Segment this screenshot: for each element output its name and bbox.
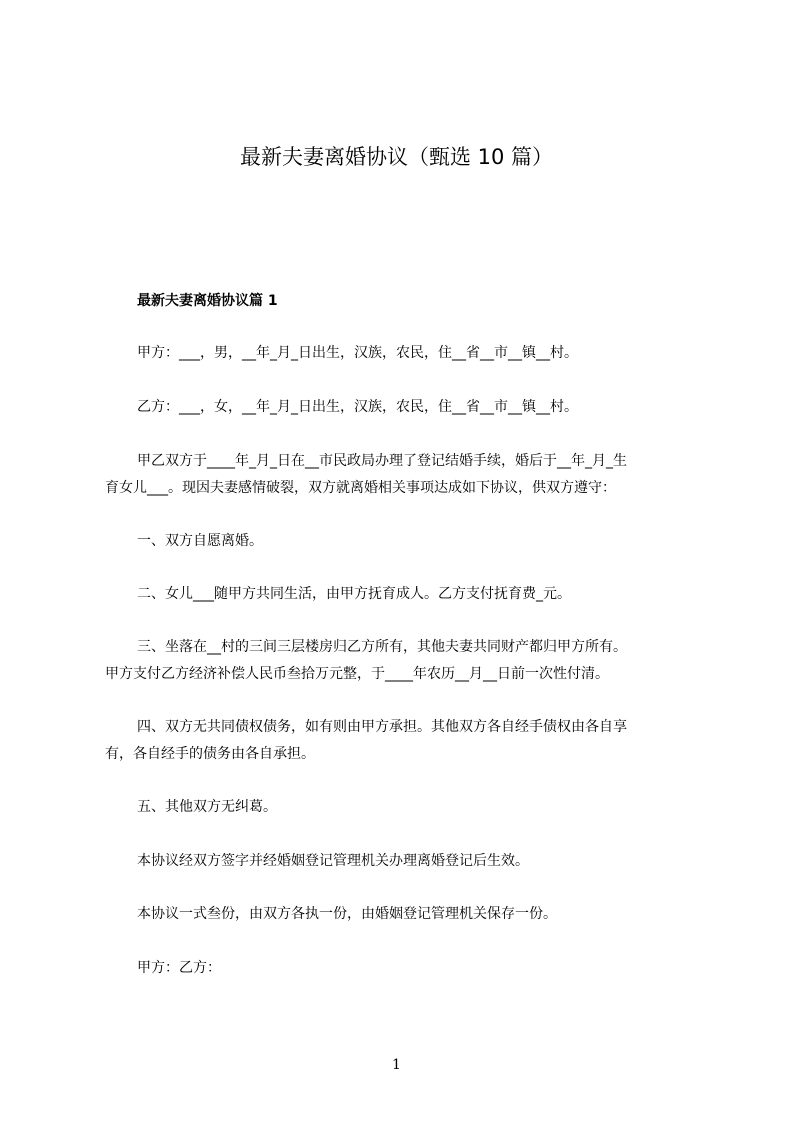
document-title: 最新夫妻离婚协议（甄选 10 篇） bbox=[239, 145, 554, 169]
page-number: 1 bbox=[392, 1057, 401, 1073]
clause-3-line-1: 三、坐落在__村的三间三层楼房归乙方所有，其他夫妻共同财产都归甲方所有。 bbox=[137, 639, 627, 655]
section-heading: 最新夫妻离婚协议篇 1 bbox=[137, 293, 278, 309]
preamble-line-2: 育女儿___。现因夫妻感情破裂，双方就离婚相关事项达成如下协议，供双方遵守： bbox=[105, 480, 616, 496]
clause-3 bbox=[105, 634, 709, 688]
party-a-intro bbox=[105, 340, 741, 367]
preamble-line-1: 甲乙双方于____年_月_日在__市民政局办理了登记结婚手续，婚后于__年_月_生 bbox=[137, 453, 627, 469]
party-b-intro bbox=[105, 394, 741, 421]
party-b-intro-text: 乙方：___，女，__年_月_日出生，汉族，农民，住__省__市__镇__村。 bbox=[137, 399, 578, 415]
clause-2 bbox=[105, 581, 741, 608]
clause-4-line-1: 四、双方无共同债权债务，如有则由甲方承担。其他双方各自经手债权由各自享 bbox=[137, 719, 627, 735]
signature-line bbox=[105, 955, 741, 982]
clause-5-text: 五、其他双方无纠葛。 bbox=[137, 799, 277, 815]
clause-4-line-2: 有，各自经手的债务由各自承担。 bbox=[105, 746, 315, 762]
copies-clause-text: 本协议一式叁份，由双方各执一份，由婚姻登记管理机关保存一份。 bbox=[137, 906, 557, 922]
copies-clause bbox=[105, 901, 741, 928]
clause-4 bbox=[105, 714, 709, 768]
effective-clause-text: 本协议经双方签字并经婚姻登记管理机关办理离婚登记后生效。 bbox=[137, 853, 529, 869]
signature-line-text: 甲方：乙方： bbox=[137, 960, 221, 976]
clause-1 bbox=[105, 528, 741, 555]
party-a-intro-text: 甲方：___，男，__年_月_日出生，汉族，农民，住__省__市__镇__村。 bbox=[137, 345, 578, 361]
preamble-paragraph bbox=[105, 448, 709, 502]
clause-3-line-2: 甲方支付乙方经济补偿人民币叁拾万元整，于____年农历__月__日前一次性付清。 bbox=[105, 666, 609, 682]
clause-2-text: 二、女儿___随甲方共同生活，由甲方抚育成人。乙方支付抚育费_元。 bbox=[137, 586, 571, 602]
effective-clause bbox=[105, 848, 741, 875]
clause-1-text: 一、双方自愿离婚。 bbox=[137, 533, 263, 549]
clause-5 bbox=[105, 794, 741, 821]
